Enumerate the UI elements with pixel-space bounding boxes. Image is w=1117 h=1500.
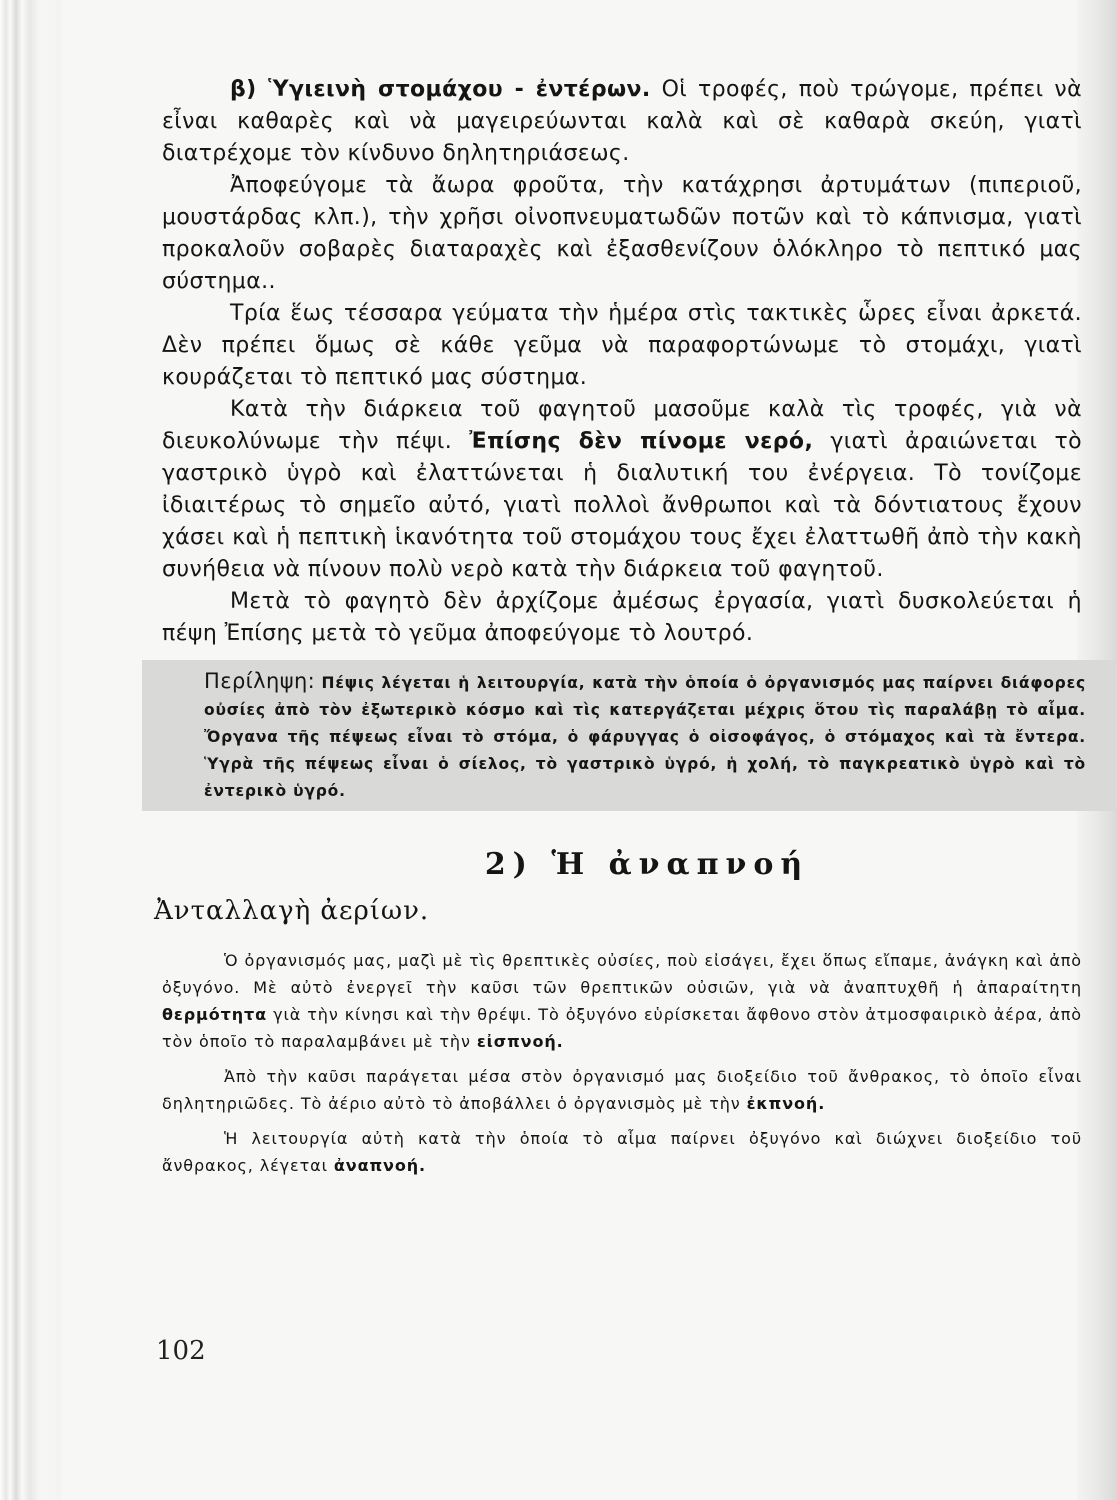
paragraph-text: Ὁ ὀργανισμός μας, μαζὶ μὲ τὶς θρεπτικὲς οὐσίες, ποὺ εἰσάγει, ἔχει ὅπως εἴπαμε, ἀνάγκη καὶ ἀπὸ ὀξυγόνο. Μὲ αὐτὸ ἐνεργεῖ τὴν καῦσι τῶν θρεπτικῶν οὐσιῶν, γιὰ νὰ ἀναπτυχθῆ ἡ ἀπαραίτητη xyxy=(162,951,1082,997)
section-2-subtitle: Ἀνταλλαγὴ ἀερίων. xyxy=(154,896,430,926)
paragraph: Τρία ἕως τέσσαρα γεύματα τὴν ἡμέρα στὶς τακτικὲς ὧρες εἶναι ἀρκετά. Δὲν πρέπει ὅμως σὲ κάθε γεῦμα νὰ παραφορτώνωμε τὸ στομάχι, γιατὶ κουράζεται τὸ πεπτικό μας σύστημα. xyxy=(162,301,1082,390)
section-2-body xyxy=(162,947,1082,1179)
section-b-body xyxy=(162,74,1082,650)
paragraph xyxy=(162,947,1082,1055)
summary-box xyxy=(142,660,1117,811)
page-edge-left xyxy=(0,0,62,1500)
paragraph xyxy=(162,74,1082,170)
emphasis-text: ἀναπνοή. xyxy=(333,1156,426,1175)
emphasis-text: Ἐπίσης δὲν πίνομε νερό, xyxy=(469,429,814,454)
emphasis-text: θερμότητα xyxy=(162,1005,268,1024)
summary-label: Περίληψη: xyxy=(204,669,316,693)
paragraph-text: γιατὶ ἀραιώνεται τὸ γαστρικὸ ὑγρὸ καὶ ἐλαττώνεται ἡ διαλυτική του ἐνέργεια. Τὸ τονίζομε ἰδιαιτέρως τὸ σημεῖο αὐτό, γιατὶ πολλοὶ ἄνθρωποι καὶ τὰ δόντιατους ἔχουν χάσει καὶ ἡ πεπτικὴ ἱκανότητα τοῦ στομάχου τους ἔχει ἐλαττωθῆ ἀπὸ τὴν κακὴ συνήθεια νὰ πίνουν πολὺ νερὸ κατὰ τὴν διάρκεια τοῦ φαγητοῦ. xyxy=(162,429,1082,582)
paragraph xyxy=(162,1063,1082,1117)
section-b-heading: β) Ὑγιεινὴ στομάχου - ἐντέρων. xyxy=(230,77,651,102)
page-content xyxy=(154,74,1086,1187)
paragraph: Ἀποφεύγομε τὰ ἄωρα φροῦτα, τὴν κατάχρησι ἀρτυμάτων (πιπεριοῦ, μουστάρδας κλπ.), τὴν χρῆσι οἰνοπνευματωδῶν ποτῶν καὶ τὸ κάπνισμα, γιατὶ προκαλοῦν σοβαρὲς διαταραχὲς καὶ ἐξασθενίζουν ὁλόκληρο τὸ πεπτικό μας σύστημα.. xyxy=(162,173,1082,294)
paragraph: Μετὰ τὸ φαγητὸ δὲν ἀρχίζομε ἀμέσως ἐργασία, γιατὶ δυσκολεύεται ἡ πέψη Ἐπίσης μετὰ τὸ γεῦμα ἀποφεύγομε τὸ λουτρό. xyxy=(162,589,1082,646)
paragraph xyxy=(162,394,1082,586)
paragraph xyxy=(162,1125,1082,1179)
section-2-title: 2) Ἡ ἀναπνοή xyxy=(484,847,810,882)
summary-text: Πέψις λέγεται ἡ λειτουργία, κατὰ τὴν ὁποία ὁ ὀργανισμός μας παίρνει διάφορες οὐσίες ἀπὸ τὸν ἐξωτερικὸ κόσμο καὶ τὶς κατεργάζεται μέχρις ὅτου τὶς παραλάβῃ τὸ αἷμα. Ὄργανα τῆς πέψεως εἶναι τὸ στόμα, ὁ φάρυγγας ὁ οἰσοφάγος, ὁ στόμαχος καὶ τὰ ἔντερα. Ὑγρὰ τῆς πέψεως εἶναι ὁ σίελος, τὸ γαστρικὸ ὑγρό, ἡ χολή, τὸ παγκρεατικὸ ὑγρὸ καὶ τὸ ἐντερικὸ ὑγρό. xyxy=(204,674,1086,800)
emphasis-text: εἰσπνοή. xyxy=(476,1032,564,1051)
paragraph-text: Ἀπὸ τὴν καῦσι παράγεται μέσα στὸν ὀργανισμό μας διοξείδιο τοῦ ἄνθρακος, τὸ ὁποῖο εἶναι δηλητηριῶδες. Τὸ ἀέριο αὐτὸ τὸ ἀποβάλλει ὁ ὀργανισμὸς μὲ τὴν xyxy=(162,1067,1082,1113)
paragraph-text: Κατὰ τὴν διάρκεια τοῦ φαγητοῦ μασοῦμε καλὰ τὶς τροφές, γιὰ νὰ διευκολύνωμε τὴν πέψι. xyxy=(162,397,1082,454)
emphasis-text: ἐκπνοή. xyxy=(746,1094,826,1113)
page-number: 102 xyxy=(156,1336,206,1366)
paragraph-text: Οἱ τροφές, ποὺ τρώγομε, πρέπει νὰ εἶναι καθαρὲς καὶ νὰ μαγειρεύωνται καλὰ καὶ σὲ καθαρὰ σκεύη, γιατὶ διατρέχομε τὸν κίνδυνο δηλητηριάσεως. xyxy=(162,77,1082,166)
paragraph-text: γιὰ τὴν κίνησι καὶ τὴν θρέψι. Τὸ ὀξυγόνο εὑρίσκεται ἄφθονο στὸν ἀτμοσφαιρικὸ ἀέρα, ἀπὸ τὸν ὁποῖο τὸ παραλαμβάνει μὲ τὴν xyxy=(162,1005,1082,1051)
paragraph-text: Ἡ λειτουργία αὐτὴ κατὰ τὴν ὁποία τὸ αἷμα παίρνει ὀξυγόνο καὶ διώχνει διοξείδιο τοῦ ἄνθρακος, λέγεται xyxy=(162,1129,1082,1175)
